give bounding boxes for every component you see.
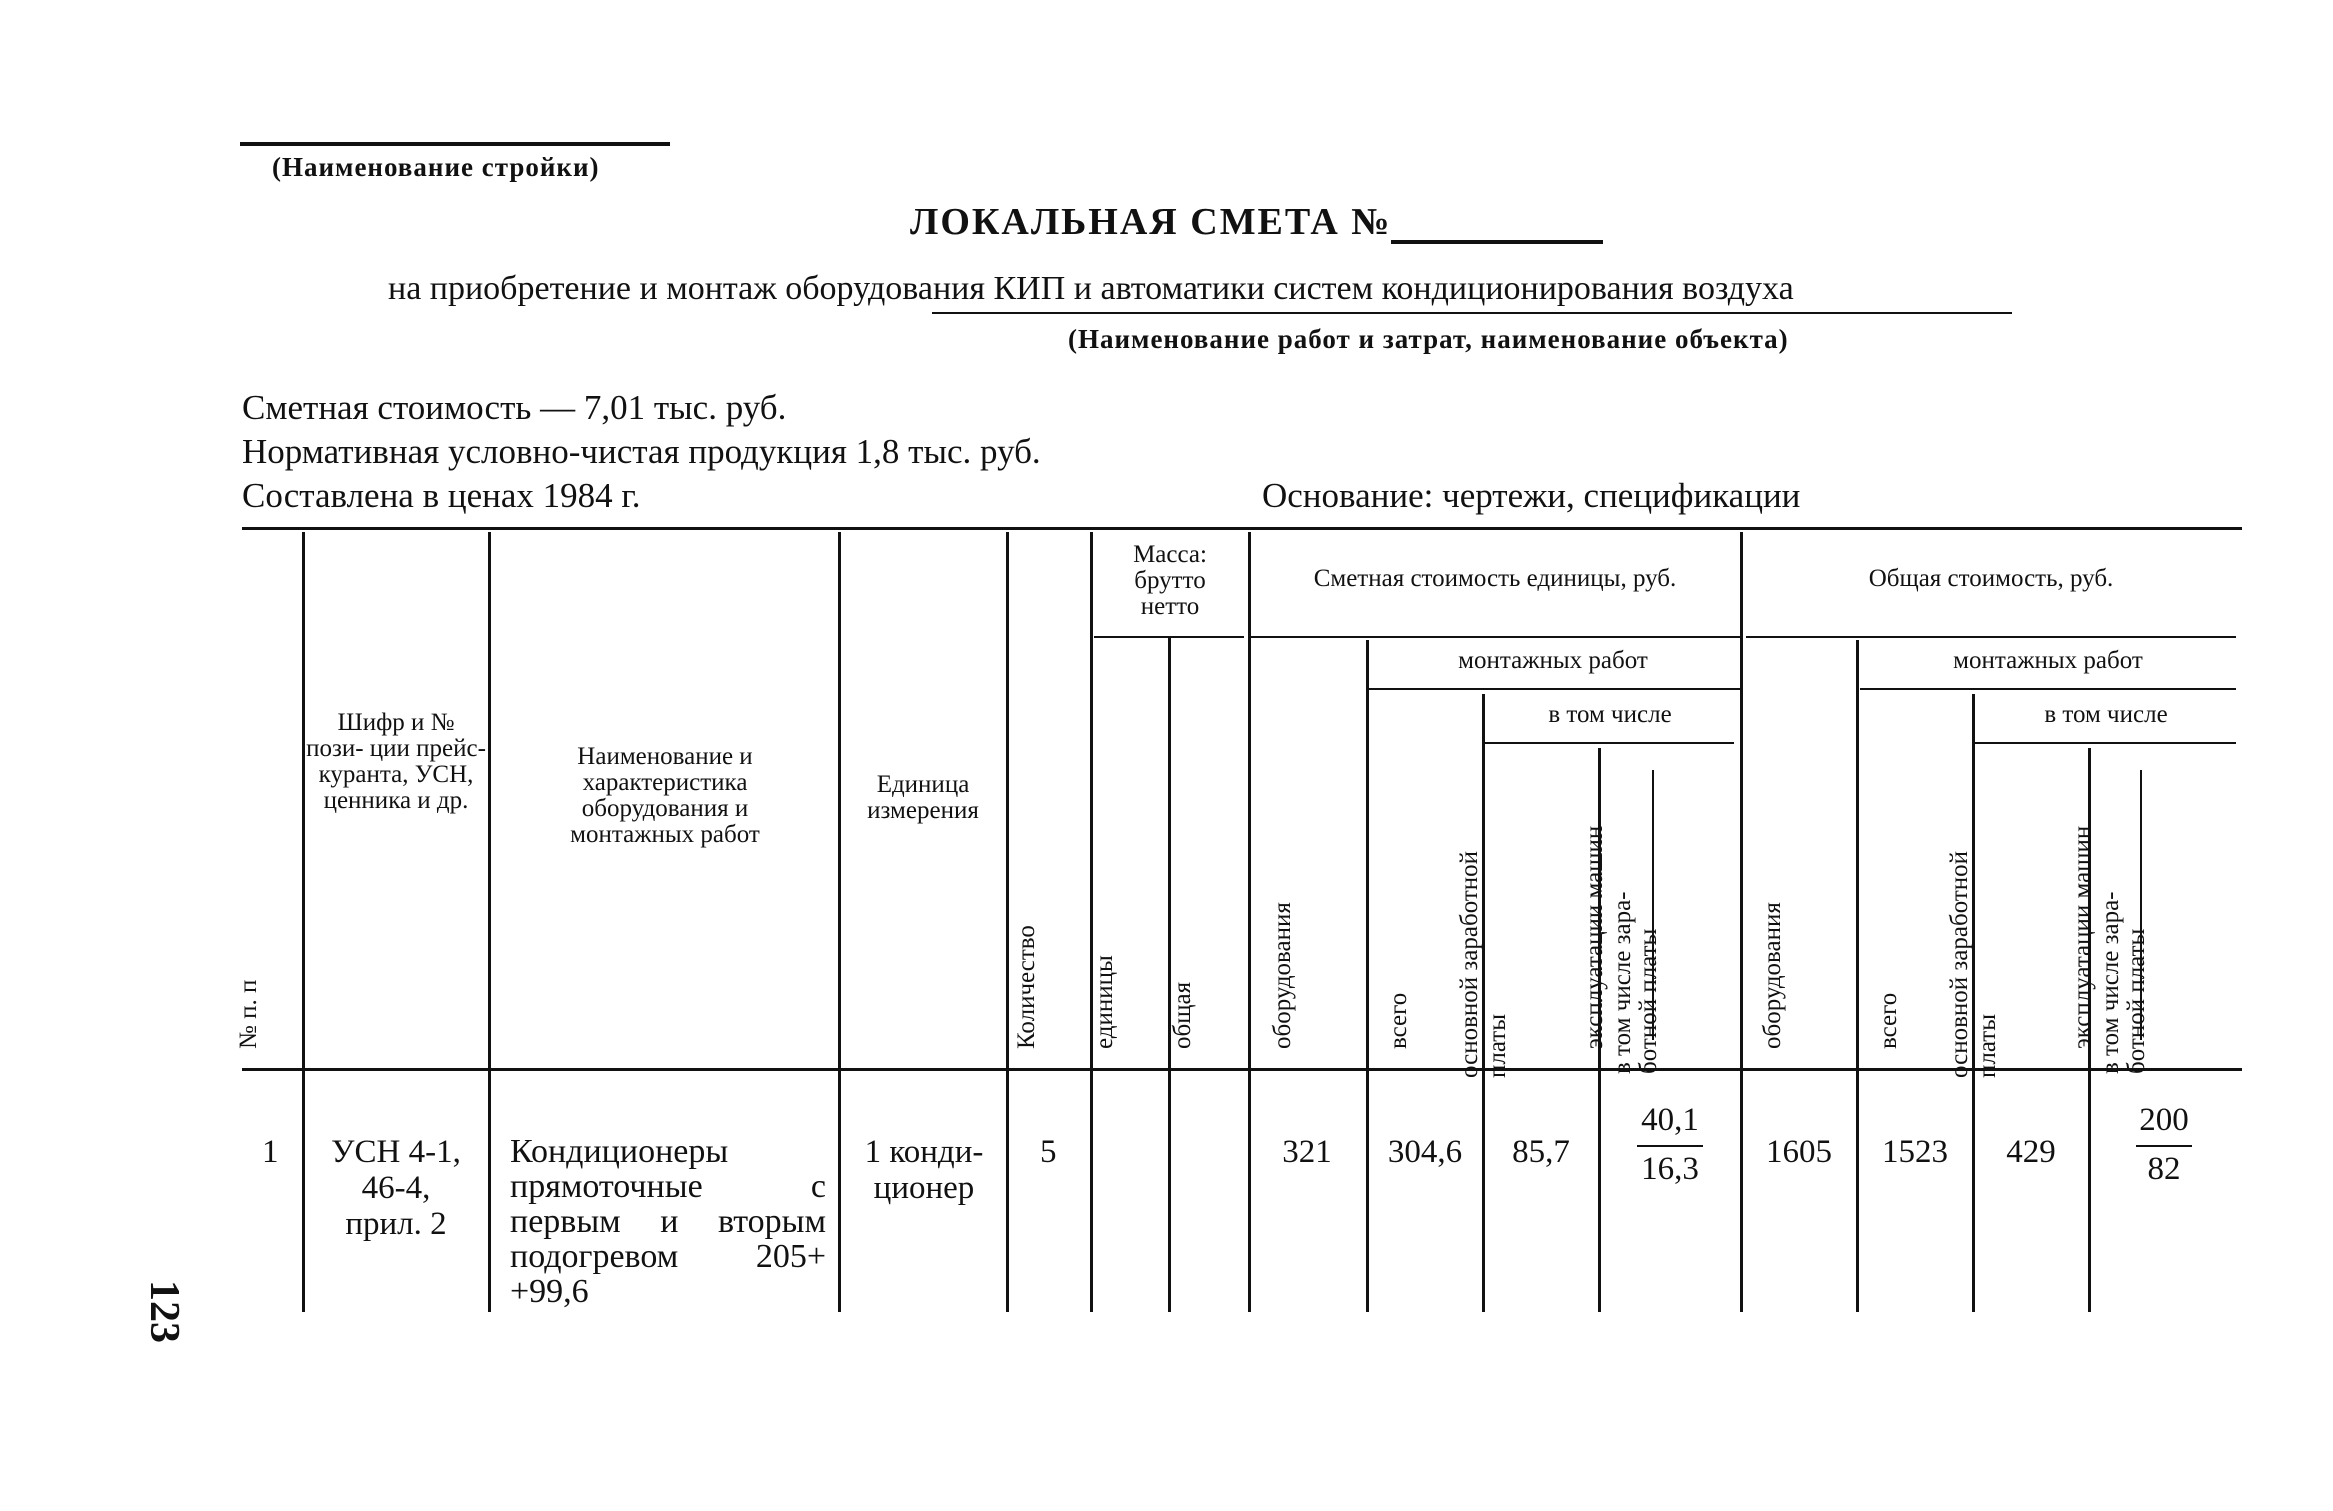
header-unit-cost: Сметная стоимость единицы, руб. xyxy=(1313,565,1677,592)
row-code-line: прил. 2 xyxy=(345,1206,447,1242)
col-divider xyxy=(1248,532,1251,1312)
header-mass-unit: единицы xyxy=(1091,955,1118,1049)
row-unit-machines-value: 40,1 xyxy=(1641,1102,1699,1138)
row-code-line: УСН 4-1, xyxy=(331,1134,461,1170)
header-unit-install-total: всего xyxy=(1385,992,1412,1049)
header-qty: Количество xyxy=(1013,925,1040,1049)
total-including-rule xyxy=(1974,742,2236,744)
row-name-line: первым и вторым xyxy=(510,1203,826,1240)
normative-product: Нормативная условно-чистая продукция 1,8 тыс. руб. xyxy=(242,432,1041,471)
row-name-line: подогревом 205+ xyxy=(510,1238,826,1275)
header-unit-machines: эксплуатации машин xyxy=(1581,825,1608,1049)
document-title xyxy=(910,200,1603,244)
subtitle-underline xyxy=(932,312,2012,314)
fraction-bar xyxy=(1637,1145,1703,1147)
header-bottom-rule xyxy=(242,1068,2242,1071)
row-unit-machines-wages: 16,3 xyxy=(1641,1151,1699,1187)
header-total-cost: Общая стоимость, руб. xyxy=(1868,565,2114,592)
row-total-wages: 429 xyxy=(2006,1134,2056,1170)
header-unit-including: в том числе xyxy=(1548,701,1672,728)
row-unit xyxy=(846,1134,1002,1206)
row-total-machines xyxy=(2094,1102,2234,1188)
col-divider xyxy=(1006,532,1009,1312)
row-total-machines-value: 200 xyxy=(2139,1102,2189,1138)
table-top-rule xyxy=(242,527,2242,530)
site-name-line xyxy=(240,142,670,146)
header-total-install-total: всего xyxy=(1875,992,1902,1049)
header-total-machines-wages: в том числе зара- ботной платы xyxy=(2097,891,2150,1074)
unit-cost-rule xyxy=(1250,636,1740,638)
header-num: № п. п xyxy=(235,979,262,1049)
row-code xyxy=(308,1134,484,1242)
row-total-install: 1523 xyxy=(1882,1134,1948,1170)
row-total-machines-wages: 82 xyxy=(2147,1151,2181,1187)
header-total-install: монтажных работ xyxy=(1953,647,2143,674)
document-title-text: ЛОКАЛЬНАЯ СМЕТА № xyxy=(910,201,1392,243)
row-name-line: Кондиционеры xyxy=(510,1133,729,1170)
col-divider xyxy=(1740,532,1743,1312)
col-divider xyxy=(488,532,491,1312)
row-total-equipment: 1605 xyxy=(1766,1134,1832,1170)
header-unit: Единица измерения xyxy=(867,771,979,824)
row-name-line: +99,6 xyxy=(510,1273,589,1310)
site-caption: (Наименование стройки) xyxy=(272,152,600,182)
price-basis: Составлена в ценах 1984 г. xyxy=(242,476,641,515)
header-total-wages: основной заработной платы xyxy=(1946,850,2001,1078)
col-divider xyxy=(1366,640,1369,1312)
col-divider xyxy=(302,532,305,1312)
row-unit-line: ционер xyxy=(873,1170,975,1206)
fraction-bar xyxy=(2136,1145,2192,1147)
header-total-equipment: оборудования xyxy=(1759,902,1786,1049)
header-mass-total: общая xyxy=(1169,981,1196,1049)
page-number: 123 xyxy=(141,1280,187,1343)
unit-install-rule xyxy=(1368,688,1740,690)
header-total-including: в том числе xyxy=(2044,701,2168,728)
row-unit-line: 1 конди- xyxy=(864,1134,984,1170)
row-unit-equipment: 321 xyxy=(1282,1134,1332,1170)
subtitle-caption: (Наименование работ и затрат, наименование объекта) xyxy=(1068,324,1789,354)
header-total-machines: эксплуатации машин xyxy=(2069,825,2096,1049)
row-num: 1 xyxy=(262,1134,279,1170)
document-subtitle: на приобретение и монтаж оборудования КИП и автоматики систем кондиционирования воздуха xyxy=(388,270,1794,307)
row-name-line: прямоточные с xyxy=(510,1168,826,1205)
header-code: Шифр и № пози- ции прейс- куранта, УСН, ценника и др. xyxy=(306,709,486,814)
header-unit-wages: основной заработной платы xyxy=(1456,850,1511,1078)
estimate-basis: Основание: чертежи, спецификации xyxy=(1262,476,1801,515)
header-unit-install: монтажных работ xyxy=(1458,647,1648,674)
row-qty: 5 xyxy=(1040,1134,1057,1170)
col-divider xyxy=(838,532,841,1312)
row-unit-wages: 85,7 xyxy=(1512,1134,1570,1170)
total-cost-rule xyxy=(1746,636,2236,638)
header-name: Наименование и характеристика оборудования и монтажных работ xyxy=(570,743,760,848)
total-install-rule xyxy=(1860,688,2236,690)
header-unit-machines-wages: в том числе зара- ботной платы xyxy=(1609,891,1662,1074)
header-unit-equipment: оборудования xyxy=(1269,902,1296,1049)
header-mass: Масса: брутто нетто xyxy=(1133,541,1207,620)
col-divider xyxy=(1856,640,1859,1312)
unit-including-rule xyxy=(1484,742,1734,744)
row-name xyxy=(510,1134,826,1309)
row-unit-install-total: 304,6 xyxy=(1387,1134,1463,1170)
estimated-cost: Сметная стоимость — 7,01 тыс. руб. xyxy=(242,388,787,427)
estimate-number-blank xyxy=(1391,206,1603,244)
row-code-line: 46-4, xyxy=(361,1170,431,1206)
row-unit-machines xyxy=(1604,1102,1736,1188)
